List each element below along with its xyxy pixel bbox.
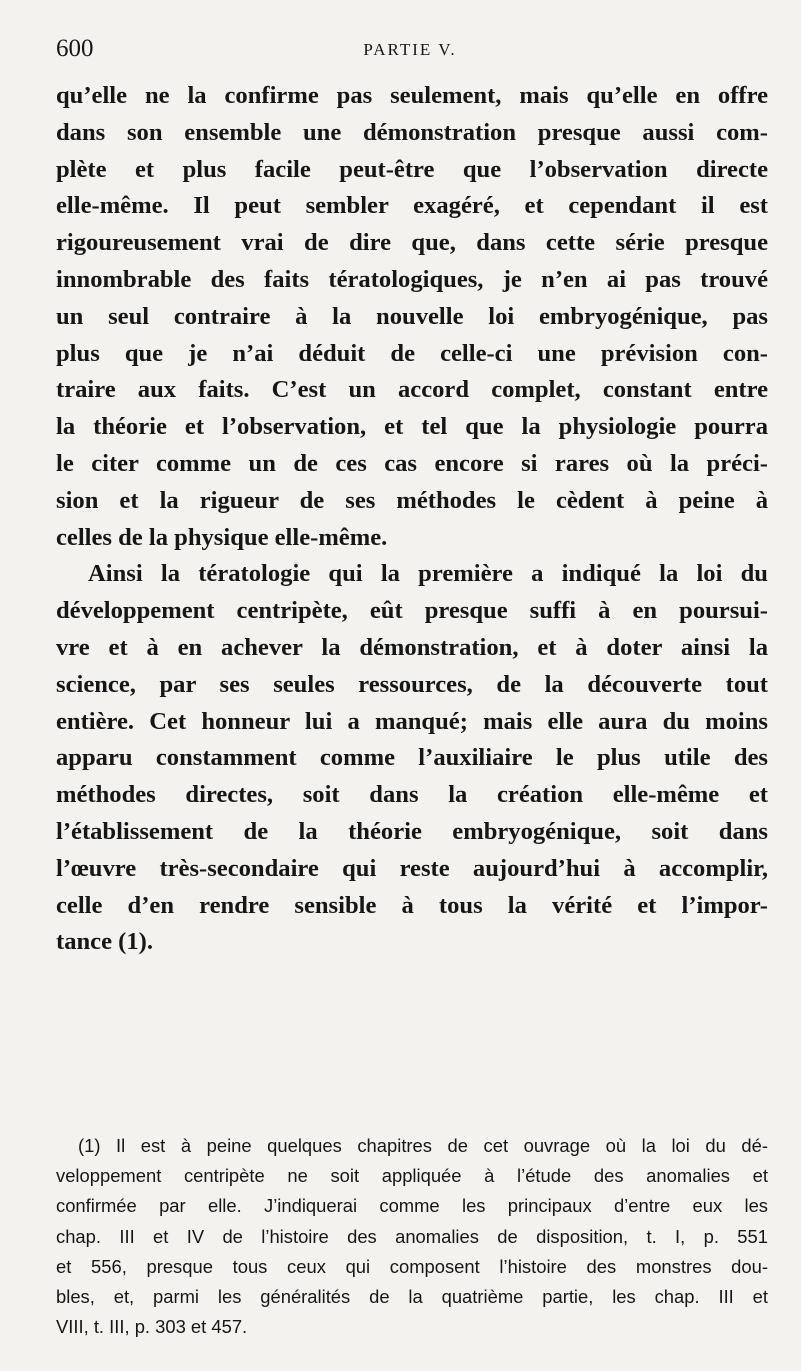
- text-line: l’œuvre très-secondaire qui reste aujourd’hui à accomplir,: [56, 854, 768, 882]
- text-line: qu’elle ne la confirme pas seulement, mais qu’elle en offre: [56, 82, 768, 109]
- page-number: 600: [56, 35, 94, 62]
- text-line: celle d’en rendre sensible à tous la vérité et l’impor-: [56, 891, 768, 919]
- footnote-line: veloppement centripète ne soit appliquée à l’étude des anomalies et: [56, 1165, 768, 1187]
- footnote-line: VIII, t. III, p. 303 et 457.: [56, 1316, 248, 1338]
- footnote-line: bles, et, parmi les généralités de la quatrième partie, les chap. III et: [56, 1285, 768, 1307]
- footnote-line: confirmée par elle. J’indiquerai comme les principaux d’entre eux les: [56, 1195, 768, 1217]
- footnote: [56, 1131, 768, 1342]
- footnote-line: (1) Il est à peine quelques chapitres de cet ouvrage où la loi du dé-: [78, 1135, 768, 1156]
- text-line: développement centripète, eût presque suffi à en poursui-: [56, 597, 768, 625]
- page-header: [56, 34, 764, 64]
- text-line: science, par ses seules ressources, de la découverte tout: [56, 670, 768, 698]
- text-line: plus que je n’ai déduit de celle-ci une prévision con-: [56, 339, 768, 367]
- text-line: vre et à en achever la démonstration, et à doter ainsi la: [56, 633, 768, 661]
- text-line: celles de la physique elle-même.: [56, 523, 388, 551]
- text-line: traire aux faits. C’est un accord complet, constant entre: [56, 376, 768, 404]
- text-line: méthodes directes, soit dans la création elle-même et: [56, 781, 768, 809]
- text-line: le citer comme un de ces cas encore si rares où la préci-: [56, 449, 768, 477]
- text-line: entière. Cet honneur lui a manqué; mais elle aura du moins: [56, 707, 768, 735]
- text-line: la théorie et l’observation, et tel que la physiologie pourra: [56, 413, 768, 441]
- text-line: elle-même. Il peut sembler exagéré, et cependant il est: [56, 192, 768, 220]
- text-line: sion et la rigueur de ses méthodes le cèdent à peine à: [56, 486, 768, 514]
- text-line: dans son ensemble une démonstration presque aussi com-: [56, 118, 768, 146]
- main-text: [56, 78, 768, 961]
- text-line: plète et plus facile peut-être que l’observation directe: [56, 155, 768, 183]
- footnote-line: chap. III et IV de l’histoire des anomalies de disposition, t. I, p. 551: [56, 1225, 768, 1247]
- text-line: un seul contraire à la nouvelle loi embryogénique, pas: [56, 302, 768, 330]
- text-line: rigoureusement vrai de dire que, dans cette série presque: [56, 229, 768, 257]
- text-line: l’établissement de la théorie embryogénique, soit dans: [56, 817, 768, 845]
- running-head: PARTIE V.: [363, 40, 457, 59]
- text-line: innombrable des faits tératologiques, je n’en ai pas trouvé: [56, 265, 768, 293]
- text-line: Ainsi la tératologie qui la première a indiqué la loi du: [88, 560, 768, 588]
- text-line: tance (1).: [56, 928, 153, 956]
- text-line: apparu constamment comme l’auxiliaire le plus utile des: [56, 744, 768, 772]
- footnote-line: et 556, presque tous ceux qui composent l’histoire des monstres dou-: [56, 1255, 768, 1277]
